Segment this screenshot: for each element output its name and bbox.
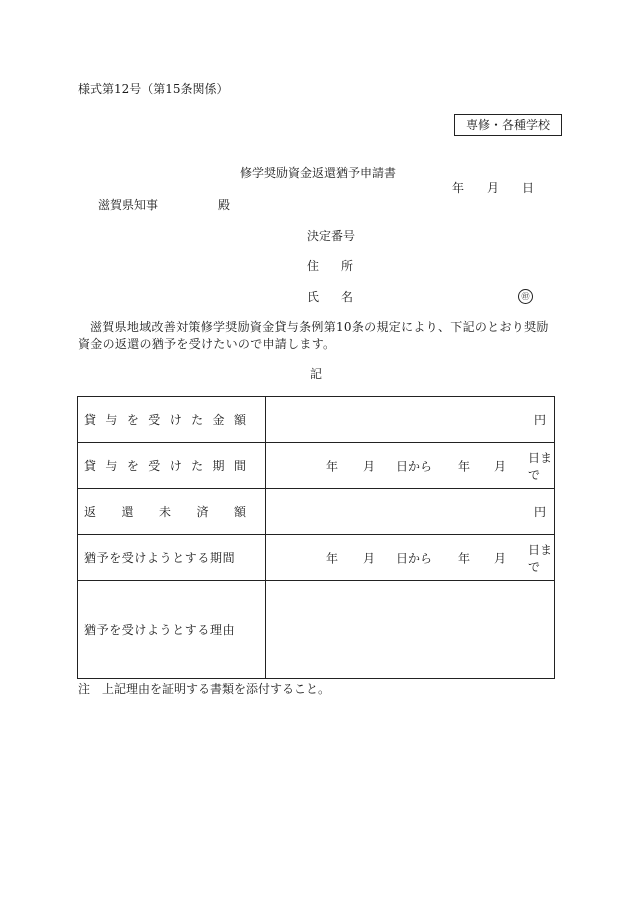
amount-label: 貸 与 を 受 け た 金 額	[78, 397, 266, 443]
application-table	[77, 396, 555, 679]
unpaid-label: 返 還 未 済 額	[78, 489, 266, 535]
address-char: 所	[340, 259, 353, 273]
note-text: 注 上記理由を証明する書類を添付すること。	[78, 682, 331, 696]
address-label	[307, 259, 353, 273]
defer-reason-label: 猶予を受けようとする理由	[78, 581, 266, 679]
loan-period-value-cell[interactable]: 年 月 日から 年 月 日まで	[266, 443, 555, 489]
name-label	[307, 290, 353, 304]
addressee: 滋賀県知事	[98, 198, 159, 212]
date-month-label: 月	[487, 181, 500, 195]
body-text: 滋賀県地域改善対策修学奨励資金貸与条例第10条の規定により、下記のとおり奨励資金の返還の猶予を受けたいので申請します。	[78, 320, 549, 351]
address-char: 住	[307, 259, 320, 273]
honorific: 殿	[218, 198, 231, 212]
table-row	[78, 581, 555, 679]
table-row	[78, 489, 555, 535]
loan-period-label: 貸 与 を 受 け た 期 間	[78, 443, 266, 489]
ki-label: 記	[310, 367, 323, 381]
date-day-label: 日	[522, 181, 535, 195]
table-row	[78, 443, 555, 489]
document-title: 修学奨励資金返還猶予申請書	[240, 166, 397, 180]
form-number: 様式第12号（第15条関係）	[78, 82, 229, 96]
date-year-label: 年	[452, 181, 465, 195]
school-type-box: 専修・各種学校	[454, 114, 562, 136]
name-char: 名	[340, 290, 353, 304]
defer-reason-value-cell[interactable]	[266, 581, 555, 679]
decision-number-label: 決定番号	[307, 229, 356, 243]
seal-icon: ㊞	[518, 289, 533, 304]
table-row	[78, 535, 555, 581]
name-char: 氏	[307, 290, 320, 304]
defer-period-label: 猶予を受けようとする期間	[78, 535, 266, 581]
table-row	[78, 397, 555, 443]
amount-value-cell[interactable]: 円	[266, 397, 555, 443]
defer-period-value-cell[interactable]: 年 月 日から 年 月 日まで	[266, 535, 555, 581]
unpaid-value-cell[interactable]: 円	[266, 489, 555, 535]
